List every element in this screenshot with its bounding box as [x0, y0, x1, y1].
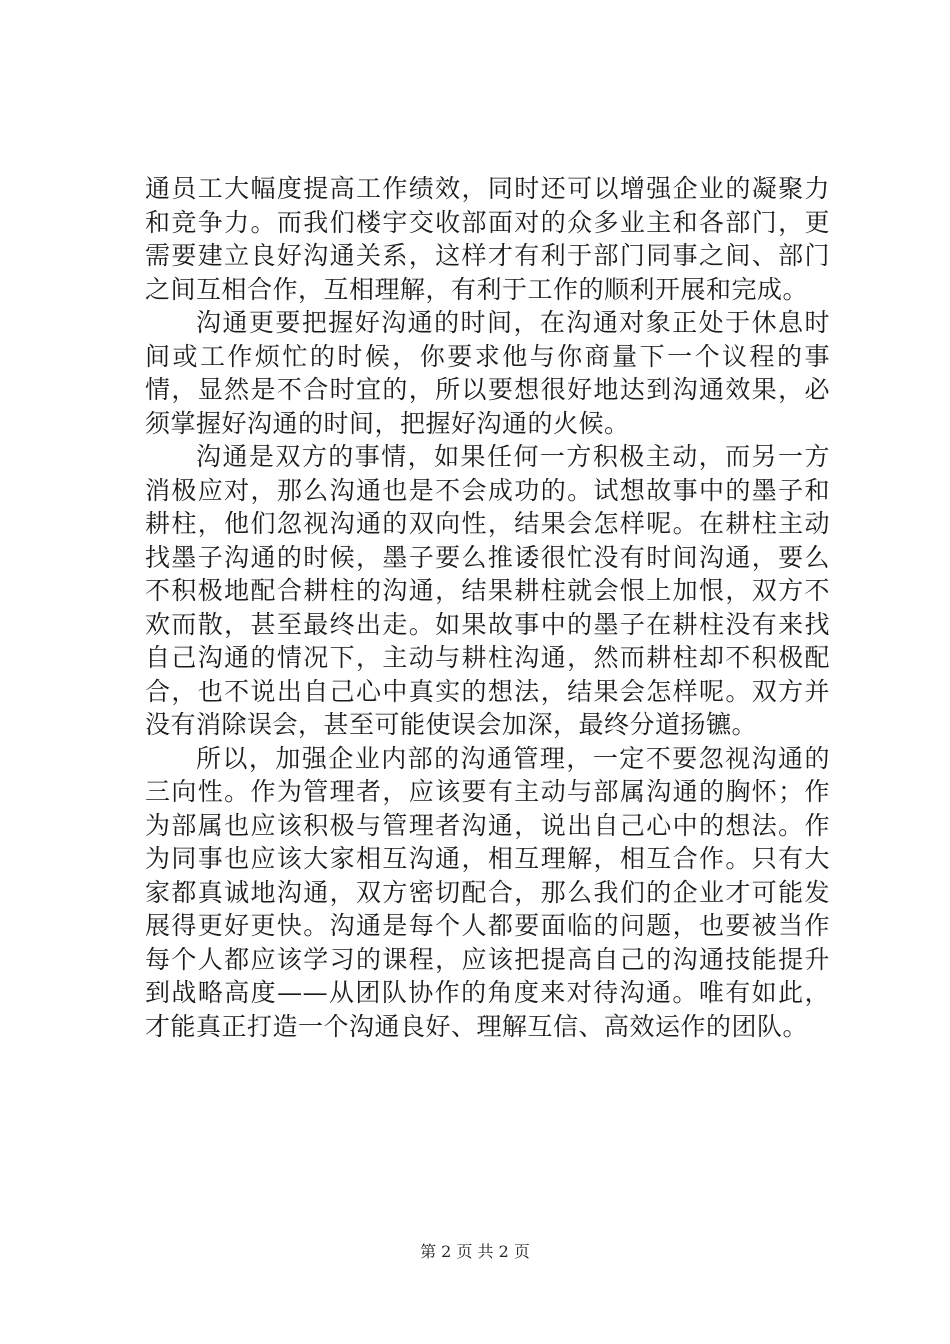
paragraph-3: 沟通是双方的事情，如果任何一方积极主动，而另一方消极应对，那么沟通也是不会成功的。试想故事中的墨子和耕柱，他们忽视沟通的双向性，结果会怎样呢。在耕柱主动找墨子沟通的时候，墨子要么推诿很忙没有时间沟通，要么不积极地配合耕柱的沟通，结果耕柱就会恨上加恨，双方不欢而散，甚至最终出走。如果故事中的墨子在耕柱没有来找自己沟通的情况下，主动与耕柱沟通，然而耕柱却不积极配合，也不说出自己心中真实的想法，结果会怎样呢。双方并没有消除误会，甚至可能使误会加深，最终分道扬镳。 [145, 442, 830, 739]
paragraph-2: 沟通更要把握好沟通的时间，在沟通对象正处于休息时间或工作烦忙的时候，你要求他与你商量下一个议程的事情，显然是不合时宜的，所以要想很好地达到沟通效果，必须掌握好沟通的时间，把握好沟通的火候。 [145, 308, 830, 438]
paragraph-1: 通员工大幅度提高工作绩效，同时还可以增强企业的凝聚力和竞争力。而我们楼宇交收部面对的众多业主和各部门，更需要建立良好沟通关系，这样才有利于部门同事之间、部门之间互相合作，互相理解，有利于工作的顺利开展和完成。 [145, 174, 830, 304]
document-body [145, 172, 830, 1043]
page-footer: 第 2 页 共 2 页 [420, 1242, 530, 1261]
paragraph-4: 所以，加强企业内部的沟通管理，一定不要忽视沟通的三向性。作为管理者，应该要有主动与部属沟通的胸怀；作为部属也应该积极与管理者沟通，说出自己心中的想法。作为同事也应该大家相互沟通，相互理解，相互合作。只有大家都真诚地沟通，双方密切配合，那么我们的企业才可能发展得更好更快。沟通是每个人都要面临的问题，也要被当作每个人都应该学习的课程，应该把提高自己的沟通技能提升到战略高度——从团队协作的角度来对待沟通。唯有如此，才能真正打造一个沟通良好、理解互信、高效运作的团队。 [145, 743, 830, 1041]
